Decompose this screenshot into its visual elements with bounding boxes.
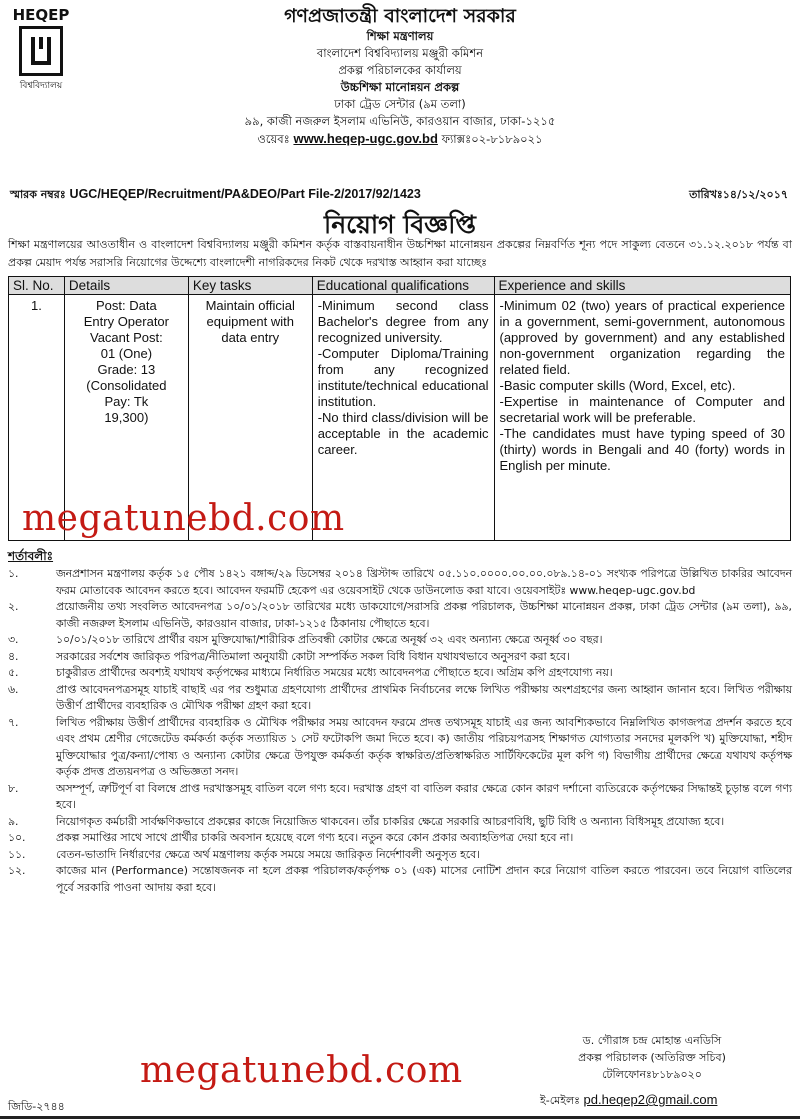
col-education: Educational qualifications bbox=[312, 277, 494, 295]
signature-block bbox=[512, 1032, 792, 1083]
experience-item: -Minimum 02 (two) years of practical experience in a government, semi-government, autonomous (approved by government) and any established non-government organization regarding the related field. bbox=[499, 298, 785, 377]
item-number: ১১. bbox=[8, 847, 26, 861]
item-number: ১০. bbox=[8, 831, 26, 844]
website-label: ওয়েবঃ bbox=[257, 132, 290, 146]
phone-label: টেলিফোনঃ bbox=[602, 1068, 652, 1081]
item-number: ৭. bbox=[8, 715, 19, 729]
list-item bbox=[8, 599, 792, 632]
item-number: ৪. bbox=[8, 649, 19, 663]
education-item: -Minimum second class Bachelor's degree from any recognized university. bbox=[317, 298, 489, 345]
signatory-phone bbox=[512, 1066, 792, 1083]
fax-number: ০২-৮১৮৯০২১ bbox=[471, 132, 543, 146]
project-name: উচ্চশিক্ষা মানোন্নয়ন প্রকল্প bbox=[340, 80, 460, 94]
list-item bbox=[8, 682, 792, 715]
memo-ref-number: UGC/HEQEP/Recruitment/PA&DEO/Part File-2/2017/92/1423 bbox=[69, 187, 421, 201]
col-details: Details bbox=[64, 277, 188, 295]
item-text: প্রয়োজনীয় তথ্য সংবলিত আবেদনপত্র ১০/০১/২০১৮ তারিখের মধ্যে ডাকযোগে/সরাসরি প্রকল্প পরিচালক, উচ্চশিক্ষা মানোন্নয়ন প্রকল্প, ঢাকা ট্রেড সেন্টার (৯ম তলা), ৯৯, কাজী নজরুল ইসলাম এভিনিউ, কারওয়ান বাজার, ঢাকা-১২১৫ ঠিকানায় পৌছাতে হবে। bbox=[56, 600, 792, 630]
item-text: নিয়োগকৃত কর্মচারী সার্বক্ষণিকভাবে প্রকল্পের কাজে নিয়োজিত থাকবেন। তাঁর চাকরির ক্ষেত্রে সরকারি আচরণবিধি, ছুটি বিধি ও অন্যান্য বিধিসমূহ প্রযোজ্য হবে। bbox=[56, 814, 725, 828]
detail-line: 19,300) bbox=[104, 410, 149, 425]
item-number: ১২. bbox=[8, 864, 26, 877]
item-number: ৯. bbox=[8, 814, 19, 828]
website-link[interactable]: www.heqep-ugc.gov.bd bbox=[293, 131, 438, 146]
detail-line: Post: Data bbox=[96, 298, 157, 313]
list-item bbox=[8, 830, 792, 847]
logo-emblem-icon bbox=[19, 26, 63, 76]
contact-line bbox=[150, 130, 650, 148]
fax-label: ফ্যাক্সঃ bbox=[441, 132, 472, 146]
table-header-row bbox=[9, 277, 791, 295]
col-key-tasks: Key tasks bbox=[188, 277, 312, 295]
experience-item: -Basic computer skills (Word, Excel, etc). bbox=[499, 378, 736, 393]
list-item bbox=[8, 566, 792, 599]
office-address: ৯৯, কাজী নজরুল ইসলাম এভিনিউ, কারওয়ান বাজার, ঢাকা-১২১৫ bbox=[244, 114, 556, 128]
detail-line: Entry Operator bbox=[83, 314, 169, 329]
list-item bbox=[8, 665, 792, 682]
list-item bbox=[8, 715, 792, 781]
detail-line: Vacant Post: bbox=[90, 330, 163, 345]
item-number: ৫. bbox=[8, 666, 19, 679]
list-item bbox=[8, 649, 792, 666]
commission-name: বাংলাদেশ বিশ্ববিদ্যালয় মঞ্জুরী কমিশন bbox=[316, 46, 484, 60]
item-number: ১. bbox=[8, 567, 19, 580]
item-text: প্রকল্প সমাপ্তির সাথে সাথে প্রার্থীর চাকরি অবসান হয়েছে বলে গণ্য হবে। নতুন করে কোন প্রকার অব্যাহতিপত্র দেয়া হবে না। bbox=[56, 831, 574, 844]
logo-subtext: বিশ্ববিদ্যালয় bbox=[19, 81, 63, 91]
notice-title: নিয়োগ বিজ্ঞপ্তি bbox=[324, 210, 476, 239]
conditions-title: শর্তাবলীঃ bbox=[8, 549, 54, 563]
memo-date-value: ১৪/১২/২০১৭ bbox=[722, 188, 788, 201]
memo-ref-label: স্মারক নম্বরঃ bbox=[10, 188, 66, 201]
item-number: ২. bbox=[8, 600, 19, 613]
logo-text: HEQEP bbox=[12, 6, 70, 24]
list-item bbox=[8, 814, 792, 831]
cell-experience bbox=[494, 295, 791, 541]
signatory-name: ড. গৌরাঙ্গ চন্দ্র মোহান্ত এনডিসি bbox=[582, 1034, 722, 1047]
signatory-designation: প্রকল্প পরিচালক (অতিরিক্ত সচিব) bbox=[578, 1051, 726, 1064]
ministry-name: শিক্ষা মন্ত্রণালয় bbox=[366, 29, 434, 43]
intro-paragraph: শিক্ষা মন্ত্রণালয়ের আওতাধীন ও বাংলাদেশ বিশ্ববিদ্যালয় মঞ্জুরী কমিশন কর্তৃক বাস্তবায়নাধীন উচ্চশিক্ষা মানোন্নয়ন প্রকল্পের নিম্নবর্ণিত শূন্য পদে সাকুল্য বেতনে ৩১.১২.২০১৮ পর্যন্ত বা প্রকল্প মেয়াদ পর্যন্ত সরাসরি নিয়োগের উদ্দেশ্যে বাংলাদেশী নাগরিকদের নিকট থেকে দরখাস্ত আহ্বান করা যাচ্ছেঃ bbox=[8, 238, 792, 269]
memo-reference bbox=[10, 186, 421, 205]
item-number: ৩. bbox=[8, 633, 19, 646]
email-label: ই-মেইলঃ bbox=[540, 1094, 581, 1107]
cell-sl: 1. bbox=[9, 295, 65, 541]
col-sl: Sl. No. bbox=[9, 277, 65, 295]
office-name: প্রকল্প পরিচালকের কার্যালয় bbox=[338, 63, 462, 77]
item-text: সরকারের সর্বশেষ জারিকৃত পরিপত্র/নীতিমালা অনুযায়ী কোটা সম্পর্কিত সকল বিধি বিধান যথাযথভাবে অনুসরণ করা হবে। bbox=[56, 649, 570, 663]
list-item bbox=[8, 863, 792, 896]
memo-date-label: তারিখঃ bbox=[689, 188, 723, 201]
education-item: -Computer Diploma/Training from any recognized institute/technical educational institution. bbox=[317, 346, 489, 409]
item-text: জনপ্রশাসন মন্ত্রণালয় কর্তৃক ১৫ পৌষ ১৪২১ বঙ্গাব্দ/২৯ ডিসেম্বর ২০১৪ খ্রিস্টাব্দ তারিখে ০৫.১১০.০০০০.০০.০০.০৮৯.১৪-০১ সংখ্যক পরিপত্রে উল্লিখিত চাকরির আবেদন ফরম মোতাবেক আবেদন করতে হবে। আবেদন ফরমটি হেকেপ এর ওয়েবসাইট থেকে ডাউনলোড করা যাবে। ওয়েবসাইটঃ www.heqep-ugc.gov.bd bbox=[56, 567, 792, 597]
building-name: ঢাকা ট্রেড সেন্টার (৯ম তলা) bbox=[334, 97, 466, 111]
experience-item: -Expertise in maintenance of Computer and secretarial work will be preferable. bbox=[499, 394, 785, 425]
detail-line: Pay: Tk bbox=[104, 394, 149, 409]
item-text: চাকুরীরত প্রার্থীদের অবশ্যই যথাযথ কর্তৃপক্ষের মাধ্যমে নির্ধারিত সময়ের মধ্যে আবেদনপত্র পৌছাতে হবে। অগ্রিম কপি গ্রহণযোগ্য নয়। bbox=[56, 666, 613, 679]
email-link[interactable]: pd.heqep2@gmail.com bbox=[583, 1092, 718, 1107]
education-item: -No third class/division will be acceptable in the academic career. bbox=[317, 410, 489, 457]
watermark-bottom: megatunebd.com bbox=[140, 1050, 463, 1091]
memo-date bbox=[689, 186, 788, 205]
item-text: লিখিত পরীক্ষায় উত্তীর্ণ প্রার্থীদের ব্যবহারিক ও মৌখিক পরীক্ষার সময় আবেদন ফরমে প্রদত্ত তথ্যসমূহ যাচাই এর জন্য আবশ্যিকভাবে নিম্নলিখিত কাগজপত্র প্রদর্শন করতে হবে এবং প্রথম শ্রেণীর গেজেটেড কর্মকর্তা কর্তৃক সত্যায়িত ১ সেট ফটোকপি জমা দিতে হবে। ক) জাতীয় পরিচয়পত্রসহ শিক্ষাগত যোগ্যতার সনদের মূলকপি খ) মুক্তিযোদ্ধা, শহীদ মুক্তিযোদ্ধার পুত্র/কন্যা/পোষ্য ও অন্যান্য কোটার ক্ষেত্রে উপযুক্ত কর্মকর্তা কর্তৃক স্বাক্ষরিত/প্রতিস্বাক্ষরিত সার্টিফিকেটের মূল কপি গ) বিভাগীয় প্রার্থীদের ক্ষেত্রে যথাযথ কর্তৃপক্ষ কর্তৃক প্রদত্ত প্রত্যয়নপত্র ও অভিজ্ঞতা সনদ। bbox=[56, 715, 792, 778]
list-item bbox=[8, 781, 792, 814]
cell-key-tasks: Maintain official equipment with data entry bbox=[188, 295, 312, 541]
item-text: কাজের মান (Performance) সন্তোষজনক না হলে প্রকল্প পরিচালক/কর্তৃপক্ষ ০১ (এক) মাসের নোটিশ প্রদান করে নিয়োগ বাতিল করতে পারবেন। তবে নিয়োগ বাতিলের পূর্বে সরকারি পাওনা আদায় করা হবে। bbox=[56, 864, 792, 894]
detail-line: (Consolidated bbox=[86, 378, 167, 393]
phone-number: ৮১৮৯০২০ bbox=[651, 1068, 702, 1081]
list-item bbox=[8, 632, 792, 649]
heqep-logo bbox=[12, 6, 70, 98]
detail-line: 01 (One) bbox=[100, 346, 153, 361]
item-text: বেতন-ভাতাদি নির্ধারণের ক্ষেত্রে অর্থ মন্ত্রণালয় কর্তৃক সময়ে সময়ে জারিকৃত নির্দেশাবলী অনুসৃত হবে। bbox=[56, 847, 480, 861]
item-number: ৬. bbox=[8, 682, 19, 696]
conditions-list bbox=[8, 566, 792, 896]
signatory-email bbox=[540, 1092, 717, 1111]
watermark-top: megatunebd.com bbox=[22, 498, 345, 539]
item-text: অসম্পূর্ণ, ত্রুটিপূর্ণ বা বিলম্বে প্রাপ্ত দরখাস্তসমূহ বাতিল বলে গণ্য হবে। দরখাস্ত গ্রহণ বা বাতিল করার ক্ষেত্রে কোন কারণ দর্শানো ব্যতিরেকে কর্তৃপক্ষের সিদ্ধান্তই চূড়ান্ত বলে গণ্য হবে। bbox=[56, 781, 792, 811]
detail-line: Grade: 13 bbox=[97, 362, 156, 377]
item-text: ১০/০১/২০১৮ তারিখে প্রার্থীর বয়স মুক্তিযোদ্ধা/শারীরিক প্রতিবন্ধী কোটার ক্ষেত্রে অনূর্ধ্ব ৩২ এবং অন্যান্য ক্ষেত্রে অনূর্ধ্ব ৩০ বছর। bbox=[56, 633, 603, 646]
item-text: প্রাপ্ত আবেদনপত্রসমূহ যাচাই বাছাই এর পর শুধুমাত্র গ্রহণযোগ্য প্রার্থীদের প্রাথমিক নির্বাচনের লক্ষে লিখিত পরীক্ষায় অংশগ্রহণের জন্য আহ্বান জানান হবে। লিখিত পরীক্ষায় উত্তীর্ণ প্রার্থীদের ব্যবহারিক ও মৌখিক পরীক্ষা গ্রহণ করা হবে। bbox=[56, 682, 792, 712]
gd-code: জিডি-২৭৪৪ bbox=[8, 1100, 65, 1113]
col-experience: Experience and skills bbox=[494, 277, 791, 295]
list-item bbox=[8, 847, 792, 864]
experience-item: -The candidates must have typing speed of 30 (thirty) words in Bengali and 40 (forty) words in English per minute. bbox=[499, 426, 785, 473]
government-title: গণপ্রজাতন্ত্রী বাংলাদেশ সরকার bbox=[284, 5, 516, 27]
item-number: ৮. bbox=[8, 781, 19, 795]
letterhead bbox=[150, 4, 650, 148]
